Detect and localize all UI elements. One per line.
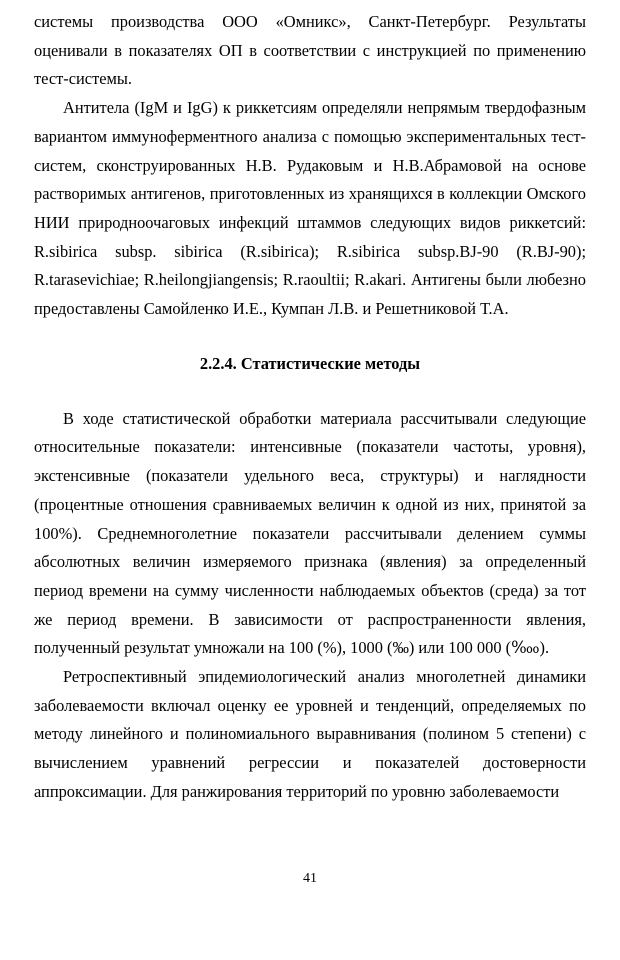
- paragraph-retrospective-analysis: Ретроспективный эпидемиологический анализ многолетней динамики заболеваемости включал оценку ее уровней и тенденций, определяемых по методу линейного и полиномиального выравнивания (полином 5 степени) с вычислением уравнений регрессии и показателей достоверности аппроксимации. Для ранжирования территорий по уровню заболеваемости: [34, 667, 586, 801]
- section-heading: 2.2.4. Статистические методы: [199, 353, 421, 373]
- page-number: 41: [303, 871, 317, 886]
- paragraph-test-system-continuation: системы производства ООО «Омникс», Санкт-Петербург. Результаты оценивали в показателях ОП в соответствии с инструкцией по применению тест-системы.: [34, 12, 586, 89]
- document-page: [34, 8, 586, 807]
- spacer: [34, 378, 586, 405]
- spacer: [34, 324, 586, 350]
- paragraph-antibodies: Антитела (IgM и IgG) к риккетсиям определяли непрямым твердофазным вариантом иммуноферментного анализа с помощью экспериментальных тест-систем, сконструированных Н.В. Рудаковым и Н.В.Абрамовой на основе растворимых антигенов, приготовленных из хранящихся в коллекции Омского НИИ природноочаговых инфекций штаммов следующих видов риккетсий: R.sibirica subsp. sibirica (R.sibirica); R.sibirica subsp.BJ-90 (R.BJ-90); R.tarasevichiae; R.heilongjiangensis; R.raoultii; R.akari. Антигены были любезно предоставлены Самойленко И.Е., Кумпан Л.В. и Решетниковой Т.А.: [34, 98, 586, 319]
- paragraph-statistics: В ходе статистической обработки материала рассчитывали следующие относительные показатели: интенсивные (показатели частоты, уровня), экстенсивные (показатели удельного веса, структуры) и наглядности (процентные отношения сравниваемых величин к одной из них, принятой за 100%). Среднемноголетние показатели рассчитывали делением суммы абсолютных величин измеряемого признака (явления) за определенный период времени на сумму численности наблюдаемых объектов (среда) за тот же период времени. В зависимости от распространенности явления, полученный результат умножали на 100 (%), 1000 (‰) или 100 000 (‱).: [34, 408, 586, 658]
